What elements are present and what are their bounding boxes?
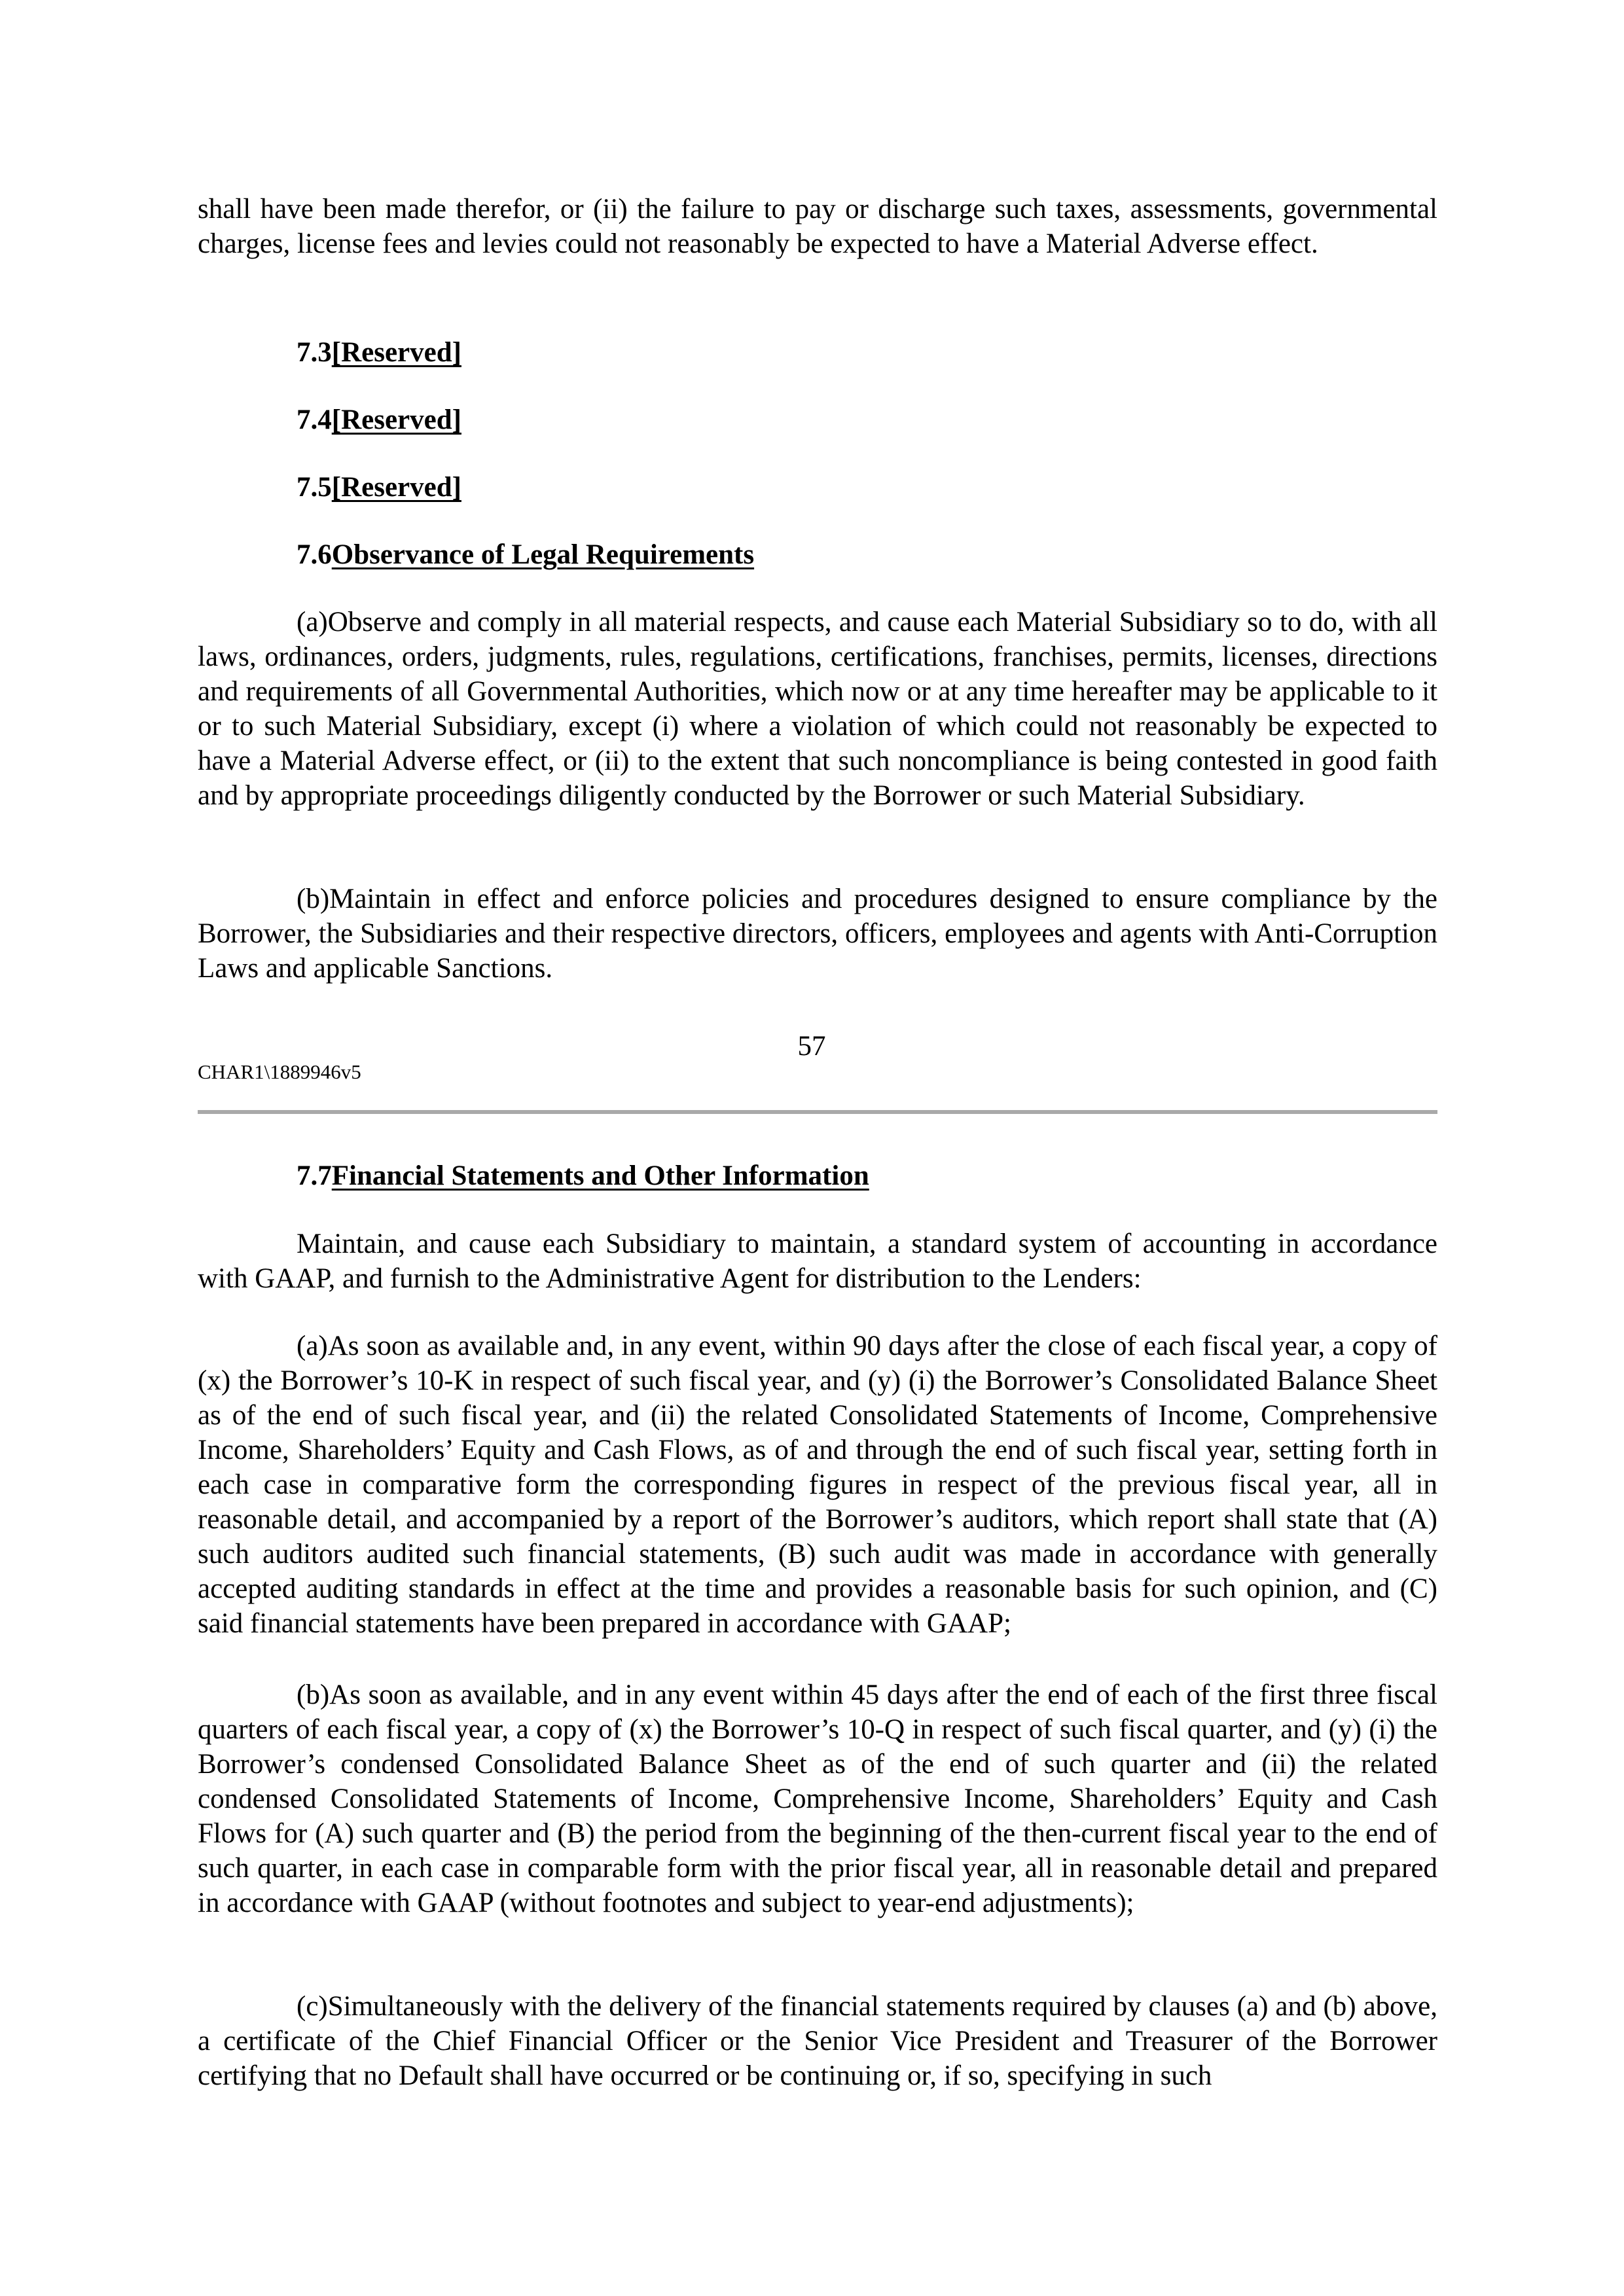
section-title: [Reserved]: [331, 337, 461, 368]
section-number: 7.7: [297, 1160, 332, 1191]
section-title: [Reserved]: [331, 404, 461, 435]
section-7-7-intro: Maintain, and cause each Subsidiary to maintain, a standard system of accounting in accordance with GAAP, and furnish to the Administrative Agent for distribution to the Lenders:: [198, 1229, 1437, 1294]
section-7-6-paragraph-a: (a)Observe and comply in all material respects, and cause each Material Subsidiary so to do, with all laws, ordinances, orders, judgments, rules, regulations, certifications, franchises, permits, licenses, directions and requirements of all Governmental Authorities, which now or at any time hereafter may be applicable to it or to such Material Subsidiary, except (i) where a violation of which could not reasonably be expected to have a Material Adverse effect, or (ii) to the extent that such noncompliance is being contested in good faith and by appropriate proceedings diligently conducted by the Borrower or such Material Subsidiary.: [198, 607, 1437, 811]
section-number: 7.4: [297, 404, 332, 435]
section-title: Financial Statements and Other Information: [331, 1160, 869, 1191]
section-7-6-heading: [297, 537, 754, 572]
section-number: 7.6: [297, 539, 332, 570]
section-title: Observance of Legal Requirements: [331, 539, 755, 570]
section-7-7-paragraph-c: (c)Simultaneously with the delivery of the financial statements required by clauses (a) and (b) above, a certificate of the Chief Financial Officer or the Senior Vice President and Treasurer of the Borrower certifying that no Default shall have occurred or be continuing or, if so, specifying in such: [198, 1991, 1437, 2091]
section-7-5-heading: [297, 470, 461, 505]
document-id: CHAR1\1889946v5: [198, 1060, 361, 1083]
section-title: [Reserved]: [331, 472, 461, 503]
page-number: 57: [797, 1031, 826, 1062]
continuation-paragraph: shall have been made therefor, or (ii) the failure to pay or discharge such taxes, assessments, governmental charges, license fees and levies could not reasonably be expected to have a Material Adverse effect.: [198, 194, 1437, 259]
section-7-3-heading: [297, 335, 461, 370]
section-7-7-heading: [297, 1158, 869, 1193]
section-7-6-paragraph-b: (b)Maintain in effect and enforce policies and procedures designed to ensure compliance by the Borrower, the Subsidiaries and their respective directors, officers, employees and agents with Anti-Corruption Laws and applicable Sanctions.: [198, 884, 1437, 984]
section-7-7-paragraph-b: (b)As soon as available, and in any event within 45 days after the end of each of the first three fiscal quarters of each fiscal year, a copy of (x) the Borrower’s 10-Q in respect of such fiscal quarter, and (y) (i) the Borrower’s condensed Consolidated Balance Sheet as of the end of such quarter and (ii) the related condensed Consolidated Statements of Income, Comprehensive Income, Shareholders’ Equity and Cash Flows for (A) such quarter and (B) the period from the beginning of the then-current fiscal year to the end of such quarter, in each case in comparable form with the prior fiscal year, all in reasonable detail and prepared in accordance with GAAP (without footnotes and subject to year-end adjustments);: [198, 1679, 1437, 1918]
section-number: 7.3: [297, 337, 332, 368]
page-break-divider: [198, 1110, 1437, 1114]
section-number: 7.5: [297, 472, 332, 503]
section-7-4-heading: [297, 403, 461, 437]
section-7-7-paragraph-a: (a)As soon as available and, in any event, within 90 days after the close of each fiscal year, a copy of (x) the Borrower’s 10-K in respect of such fiscal year, and (y) (i) the Borrower’s Consolidated Balance Sheet as of the end of such fiscal year, and (ii) the related Consolidated Statements of Income, Comprehensive Income, Shareholders’ Equity and Cash Flows, as of and through the end of such fiscal year, setting forth in each case in comparative form the corresponding figures in respect of the previous fiscal year, all in reasonable detail, and accompanied by a report of the Borrower’s auditors, which report shall state that (A) such auditors audited such financial statements, (B) such audit was made in accordance with generally accepted auditing standards in effect at the time and provides a reasonable basis for such opinion, and (C) said financial statements have been prepared in accordance with GAAP;: [198, 1331, 1437, 1639]
